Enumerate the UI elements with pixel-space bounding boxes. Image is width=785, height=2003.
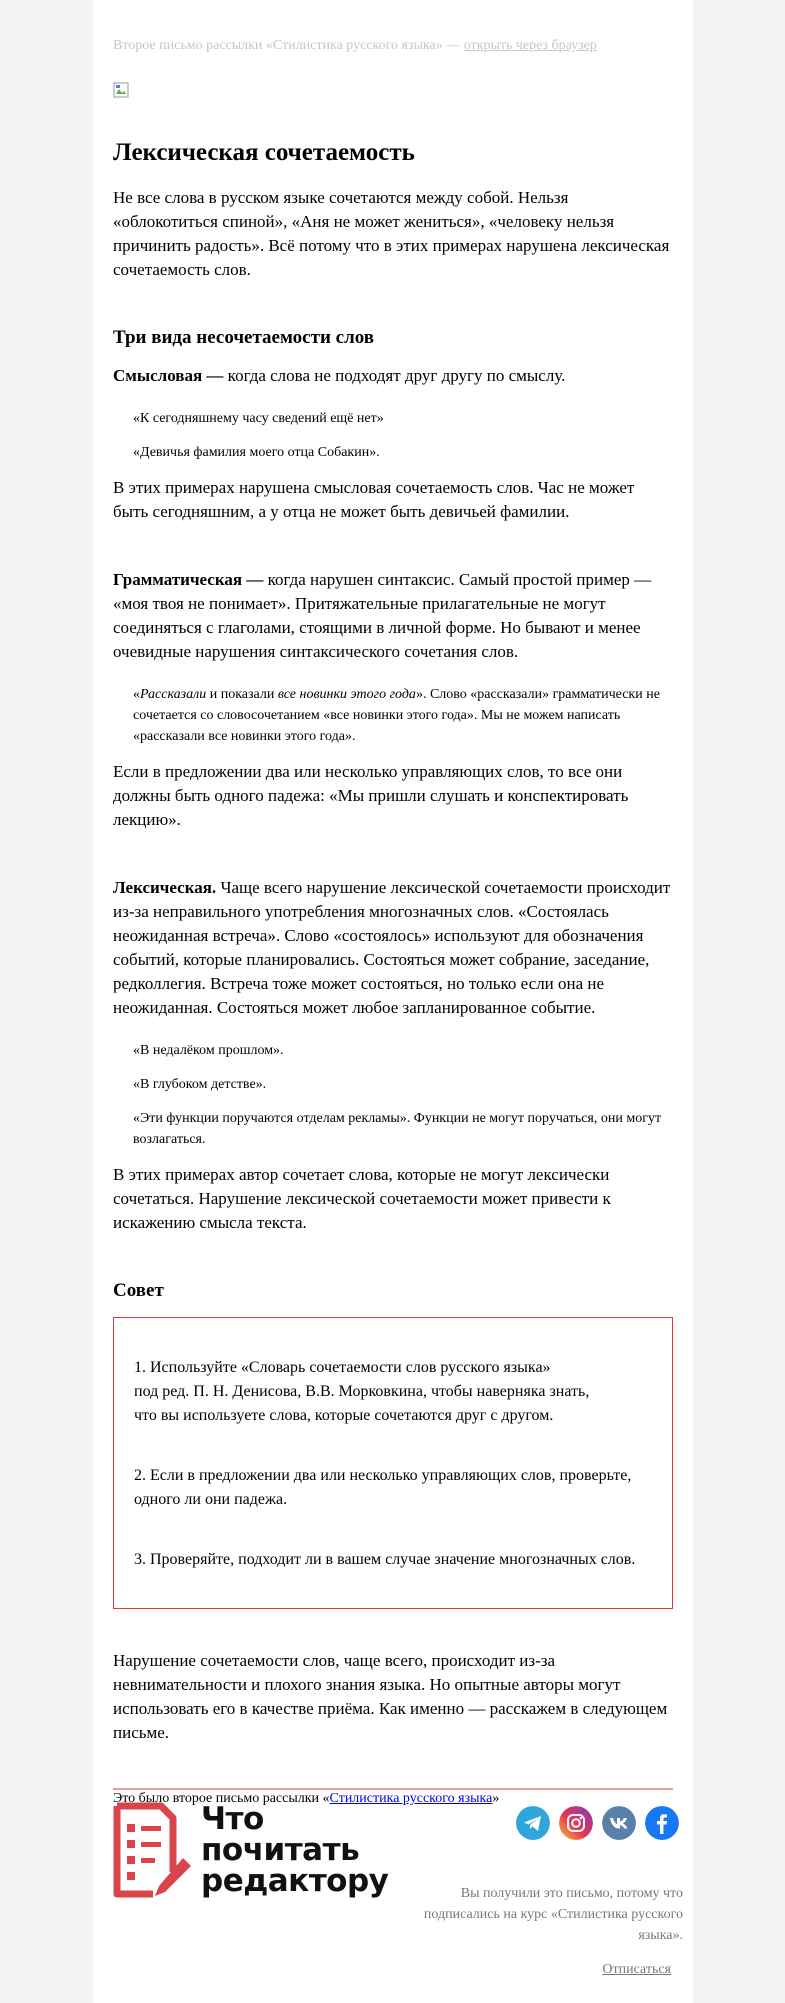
semantic-conclusion: В этих примерах нарушена смысловая сочетаемость слов. Час не может быть сегодняшним, а у отца не может быть девичьей фамилии. xyxy=(113,478,635,521)
facebook-icon[interactable] xyxy=(645,1806,679,1840)
article-title: Лексическая сочетаемость xyxy=(113,139,415,166)
advice-box xyxy=(113,1317,673,1609)
course-link[interactable]: Стилистика русского языка xyxy=(329,1791,493,1806)
lexical-example-2: «В глубоком детстве». xyxy=(133,1077,267,1092)
preheader-text: Второе письмо рассылки «Стилистика русского языка» — xyxy=(113,38,464,53)
advice-title: Совет xyxy=(113,1280,164,1301)
lexical-example-1: «В недалёком прошлом». xyxy=(133,1043,284,1058)
grammar-term: Грамматическая — xyxy=(113,570,268,589)
advice-item-2: 2. Если в предложении два или несколько управляющих слов, проверьте, одного ли они падежа. xyxy=(134,1467,632,1508)
semantic-definition: Смысловая — когда слова не подходят друг другу по смыслу. xyxy=(113,366,566,385)
grammar-example: «Рассказали и показали все новинки этого года». Слово «рассказали» грамматически не сочетается со словосочетанием «все новинки этого года». Мы не можем написать «рассказали все новинки этого года». xyxy=(133,687,660,744)
closing-paragraph: Нарушение сочетаемости слов, чаще всего, происходит из-за невнимательности и плохого знания языка. Но опытные авторы могут использовать его в качестве приёма. Как именно — расскажем в следующем письме. xyxy=(113,1651,668,1742)
telegram-icon[interactable] xyxy=(516,1806,550,1840)
footer-divider xyxy=(113,1788,673,1790)
email-sheet xyxy=(93,0,693,2003)
grammar-definition: Грамматическая — когда нарушен синтаксис. Самый простой пример — «моя твоя не понимает». Притяжательные прилагательные не могут соединяться с глаголами, стоящими в личной форме. Но бывают и менее очевидные нарушения синтаксического сочетания слов. xyxy=(113,570,652,661)
preheader xyxy=(113,38,597,54)
grammar-conclusion: Если в предложении два или несколько управляющих слов, то все они должны быть одного падежа: «Мы пришли слушать и конспектировать лекцию». xyxy=(113,762,629,829)
series-note: Это было второе письмо рассылки «Стилистика русского языка» xyxy=(113,1791,500,1806)
intro-paragraph: Не все слова в русском языке сочетаются между собой. Нельзя «облокотиться спиной», «Аня не может жениться», «человеку нельзя причинить радость». Всё потому что в этих примерах нарушена лексическая сочетаемость слов. xyxy=(113,188,670,279)
broken-image-icon xyxy=(113,82,129,98)
lexical-example-3: «Эти функции поручаются отделам рекламы». Функции не могут поручаться, они могут возлагаться. xyxy=(133,1111,662,1147)
logo-text: Что почитать редактору xyxy=(201,1801,389,1899)
lexical-term: Лексическая. xyxy=(113,878,221,897)
semantic-term: Смысловая — xyxy=(113,366,228,385)
vk-icon[interactable] xyxy=(602,1806,636,1840)
lexical-conclusion: В этих примерах автор сочетает слова, которые не могут лексически сочетаться. Нарушение лексической сочетаемости может привести к искажению смысла текста. xyxy=(113,1165,611,1232)
semantic-example-1: «К сегодняшнему часу сведений ещё нет» xyxy=(133,411,384,426)
advice-item-3: 3. Проверяйте, подходит ли в вашем случае значение многозначных слов. xyxy=(134,1551,636,1568)
unsubscribe-link[interactable]: Отписаться xyxy=(602,1962,671,1977)
semantic-example-2: «Девичья фамилия моего отца Собакин». xyxy=(133,445,380,460)
instagram-icon[interactable] xyxy=(559,1806,593,1840)
article xyxy=(113,138,673,1809)
lexical-definition: Лексическая. Чаще всего нарушение лексической сочетаемости происходит из-за неправильного употребления многозначных слов. «Состоялась неожиданная встреча». Слово «состоялось» используют для обозначения событий, которые планировались. Состояться может собрание, заседание, редколлегия. Встреча тоже может состояться, но только если она не неожиданная. Состояться может любое запланированное событие. xyxy=(113,878,671,1017)
section-title: Три вида несочетаемости слов xyxy=(113,327,375,348)
advice-item-1: 1. Используйте «Словарь сочетаемости слов русского языка» под ред. П. Н. Денисова, В.В. Морковкина, чтобы наверняка знать, что вы используете слова, которые сочетаются друг с другом. xyxy=(134,1359,590,1424)
open-in-browser-link[interactable]: открыть через браузер xyxy=(463,38,597,53)
checklist-pencil-icon xyxy=(111,1800,193,1900)
social-links xyxy=(516,1806,679,1840)
subscription-reason: Вы получили это письмо, потому что подписались на курс «Стилистика русского языка». xyxy=(423,1886,683,1943)
brand-logo[interactable] xyxy=(111,1800,411,1910)
